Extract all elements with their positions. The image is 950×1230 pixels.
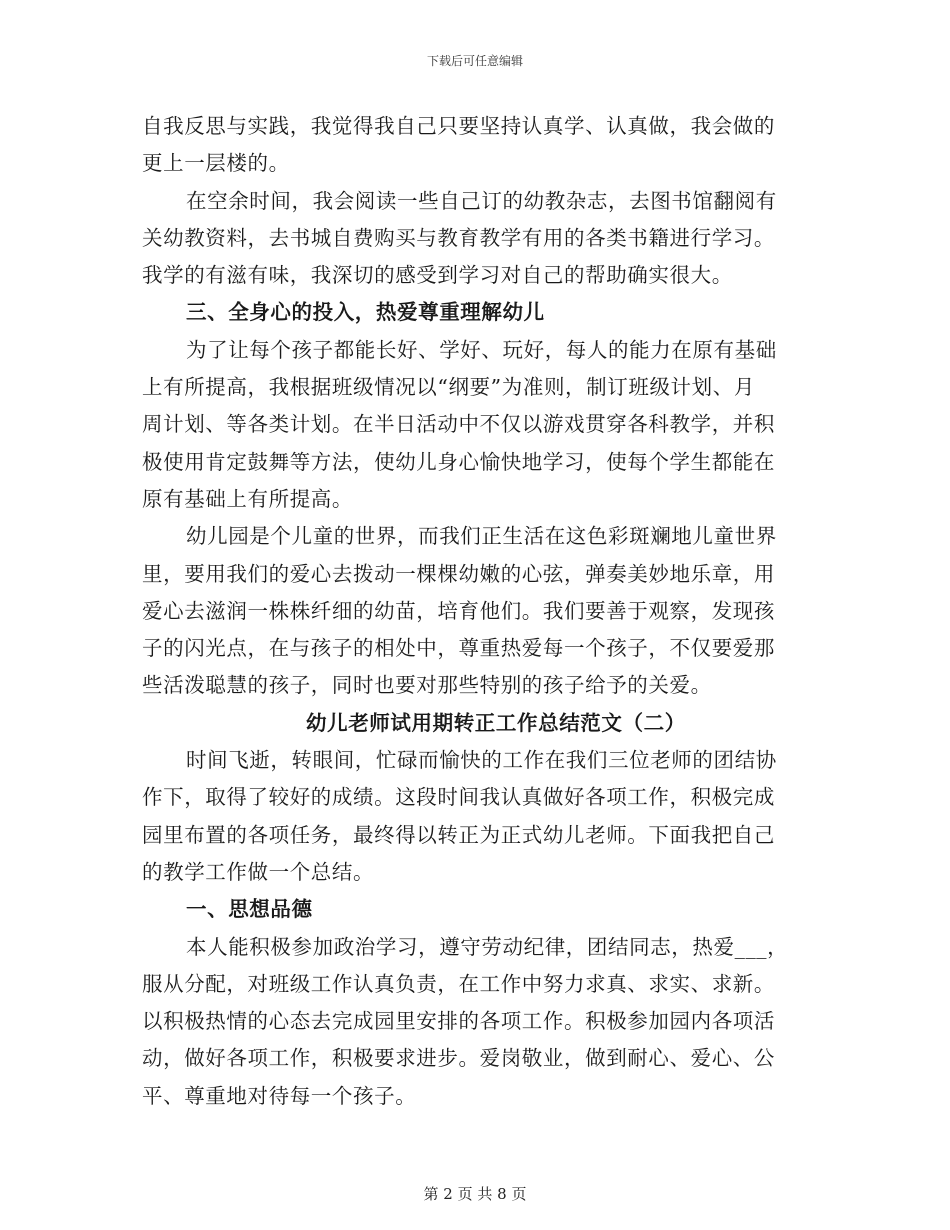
body-text-line: 园里布置的各项任务，最终得以转正为正式幼儿老师。下面我把自己 xyxy=(142,822,775,847)
page-footer: 第 2 页 共 8 页 xyxy=(423,1185,527,1203)
section-heading: 三、全身心的投入，热爱尊重理解幼儿 xyxy=(186,300,545,325)
body-text-line: 极使用肯定鼓舞等方法，使幼儿身心愉快地学习，使每个学生都能在 xyxy=(142,449,775,474)
body-text-line: 里，要用我们的爱心去拨动一棵棵幼嫩的心弦，弹奏美妙地乐章，用 xyxy=(142,561,775,586)
body-text-line: 幼儿园是个儿童的世界，而我们正生活在这色彩斑斓地儿童世界 xyxy=(186,524,777,549)
body-text-line: 本人能积极参加政治学习，遵守劳动纪律，团结同志，热爱___， xyxy=(186,934,789,959)
body-text-line: 平、尊重地对待每一个孩子。 xyxy=(142,1083,417,1108)
body-text-line: 在空余时间，我会阅读一些自己订的幼教杂志，去图书馆翻阅有 xyxy=(186,188,777,213)
body-text-line: 时间飞逝，转眼间，忙碌而愉快的工作在我们三位老师的团结协 xyxy=(186,748,777,773)
section-heading: 幼儿老师试用期转正工作总结范文（二） xyxy=(306,710,686,735)
section-heading: 一、思想品德 xyxy=(186,897,313,922)
body-text-line: 上有所提高，我根据班级情况以“纲要”为准则，制订班级计划、月 xyxy=(142,375,755,400)
body-text-line: 些活泼聪慧的孩子，同时也要对那些特别的孩子给予的关爱。 xyxy=(142,673,712,698)
body-text-line: 子的闪光点，在与孩子的相处中，尊重热爱每一个孩子，不仅要爱那 xyxy=(142,636,775,661)
body-text-line: 为了让每个孩子都能长好、学好、玩好，每人的能力在原有基础 xyxy=(186,337,777,362)
body-text-line: 服从分配，对班级工作认真负责，在工作中努力求真、求实、求新。 xyxy=(142,971,775,996)
body-text-line: 原有基础上有所提高。 xyxy=(142,486,353,511)
body-text-line: 的教学工作做一个总结。 xyxy=(142,859,375,884)
body-text-line: 我学的有滋有味，我深切的感受到学习对自己的帮助确实很大。 xyxy=(142,263,733,288)
document-body xyxy=(142,108,802,1115)
body-text-line: 周计划、等各类计划。在半日活动中不仅以游戏贯穿各科教学，并积 xyxy=(142,412,775,437)
body-text-line: 以积极热情的心态去完成园里安排的各项工作。积极参加园内各项活 xyxy=(142,1009,775,1034)
body-text-line: 作下，取得了较好的成绩。这段时间我认真做好各项工作，积极完成 xyxy=(142,785,775,810)
body-text-line: 更上一层楼的。 xyxy=(142,151,290,176)
body-text-line: 关幼教资料，去书城自费购买与教育教学有用的各类书籍进行学习。 xyxy=(142,225,775,250)
page-header: 下载后可任意编辑 xyxy=(426,54,523,68)
body-text-line: 动，做好各项工作，积极要求进步。爱岗敬业，做到耐心、爱心、公 xyxy=(142,1046,775,1071)
body-text-line: 自我反思与实践，我觉得我自己只要坚持认真学、认真做，我会做的 xyxy=(142,114,775,138)
body-text-line: 爱心去滋润一株株纤细的幼苗，培育他们。我们要善于观察，发现孩 xyxy=(142,598,775,623)
